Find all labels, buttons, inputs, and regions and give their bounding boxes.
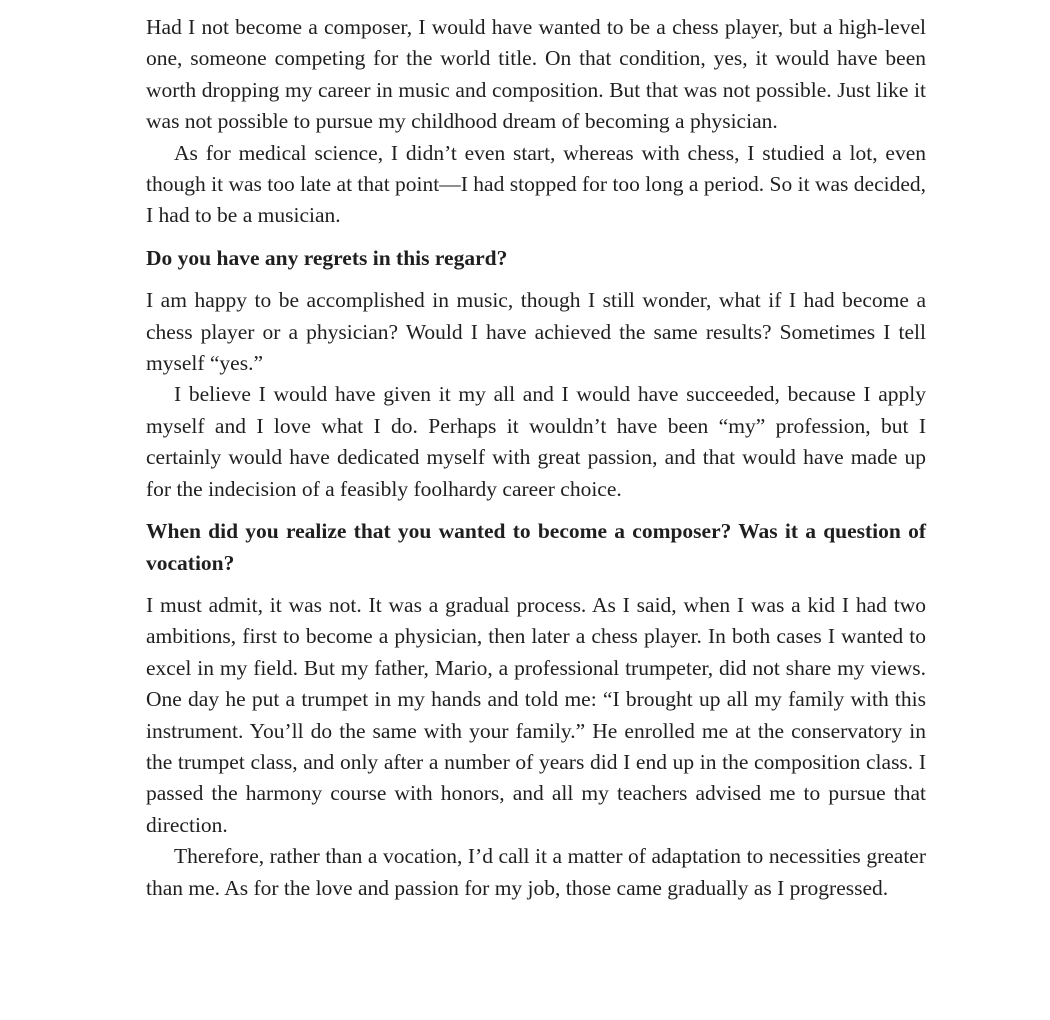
answer-paragraph: Therefore, rather than a vocation, I’d call it a matter of adaptation to necessities greater than me. As for the love and passion for my job, those came gradually as I progressed.	[146, 844, 926, 900]
answer-paragraph: I believe I would have given it my all and I would have succeeded, because I apply myself and I love what I do. Perhaps it wouldn’t have been “my” profession, but I certainly would have dedicated myself with great passion, and that would have made up for the indecision of a feasibly foolhardy career choice.	[146, 382, 926, 501]
answer-paragraph: As for medical science, I didn’t even start, whereas with chess, I studied a lot, even though it was too late at that point—I had stopped for too long a period. So it was decided, I had to be a musician.	[146, 140, 926, 228]
answer-paragraph: Had I not become a composer, I would have wanted to be a chess player, but a high-level one, someone competing for the world title. On that condition, yes, it would have been worth dropping my career in music and composition. But that was not possible. Just like it was not possible to pursue my childhood dream of becoming a physician.	[146, 15, 926, 134]
interviewer-question: Do you have any regrets in this regard?	[146, 245, 508, 270]
text-column	[146, 12, 926, 904]
answer-paragraph: I am happy to be accomplished in music, though I still wonder, what if I had become a chess player or a physician? Would I have achieved the same results? Sometimes I tell myself “yes.”	[146, 288, 926, 376]
interviewer-question: When did you realize that you wanted to become a composer? Was it a question of vocation?	[146, 519, 926, 575]
answer-paragraph: I must admit, it was not. It was a gradual process. As I said, when I was a kid I had two ambitions, first to become a physician, then later a chess player. In both cases I wanted to excel in my field. But my father, Mario, a professional trumpeter, did not share my views. One day he put a trumpet in my hands and told me: “I brought up all my family with this instrument. You’ll do the same with your family.” He enrolled me at the conservatory in the trumpet class, and only after a number of years did I end up in the composition class. I passed the harmony course with honors, and all my teachers advised me to pursue that direction.	[146, 592, 926, 837]
